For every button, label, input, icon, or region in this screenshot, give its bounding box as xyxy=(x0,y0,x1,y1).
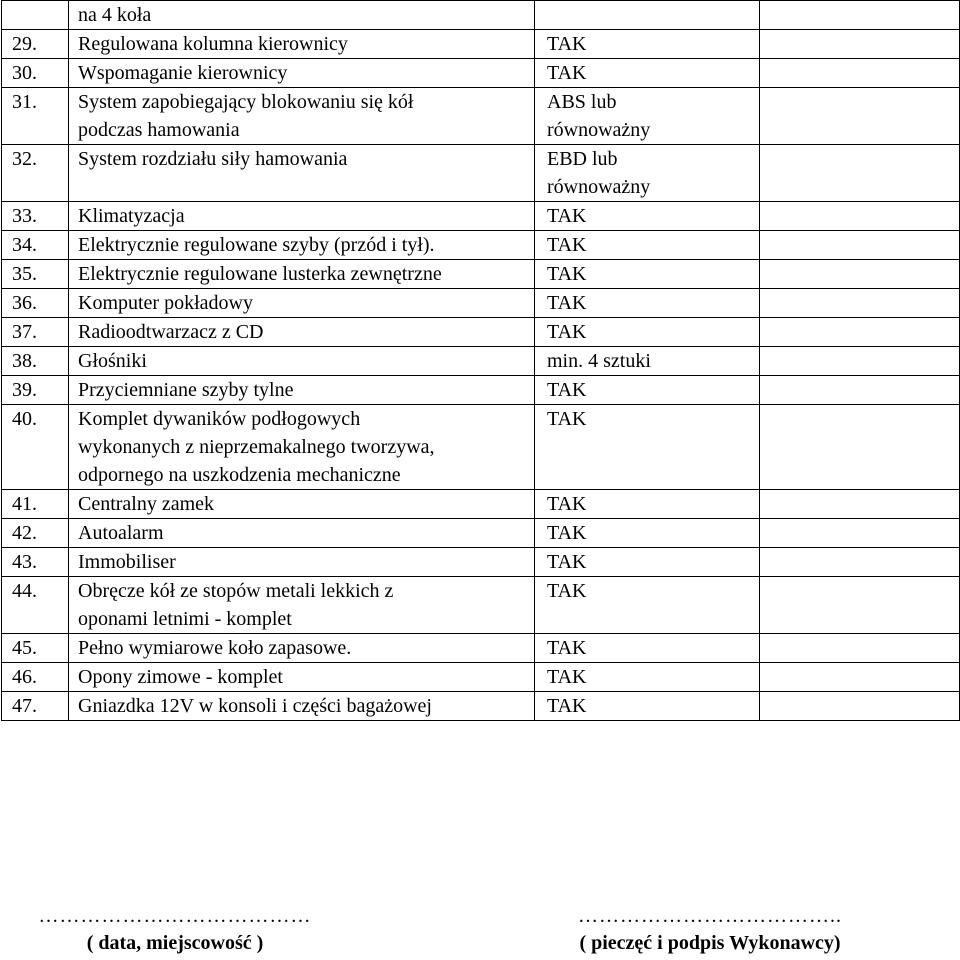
row-requirement: TAK xyxy=(535,577,760,634)
row-number: 30. xyxy=(2,59,69,88)
row-feature: System zapobiegający blokowaniu się kół podczas hamowania xyxy=(69,88,535,145)
row-offer-cell xyxy=(760,231,960,260)
row-requirement: TAK xyxy=(535,289,760,318)
table-row xyxy=(2,347,960,376)
row-offer-cell xyxy=(760,490,960,519)
row-feature: Regulowana kolumna kierownicy xyxy=(69,30,535,59)
row-number: 40. xyxy=(2,405,69,490)
row-feature: Elektrycznie regulowane szyby (przód i tył). xyxy=(69,231,535,260)
row-requirement: TAK xyxy=(535,634,760,663)
row-offer-cell xyxy=(760,548,960,577)
row-offer-cell xyxy=(760,347,960,376)
row-requirement: TAK xyxy=(535,376,760,405)
date-place-caption: ( data, miejscowość ) xyxy=(86,932,264,954)
row-requirement: TAK xyxy=(535,663,760,692)
table-row xyxy=(2,289,960,318)
date-place-dotted-line: ………………………………… xyxy=(38,905,312,927)
row-requirement: TAK xyxy=(535,692,760,721)
row-feature: na 4 koła xyxy=(69,1,535,30)
row-offer-cell xyxy=(760,289,960,318)
row-number xyxy=(2,1,69,30)
table-row xyxy=(2,405,960,490)
row-number: 44. xyxy=(2,577,69,634)
contractor-signature-dotted-line: ……………………………….. xyxy=(578,905,842,927)
table-row xyxy=(2,59,960,88)
row-feature: Elektrycznie regulowane lusterka zewnętrzne xyxy=(69,260,535,289)
table-row xyxy=(2,88,960,145)
row-number: 29. xyxy=(2,30,69,59)
row-number: 47. xyxy=(2,692,69,721)
row-feature: Immobiliser xyxy=(69,548,535,577)
table-row xyxy=(2,145,960,202)
table-row xyxy=(2,1,960,30)
row-feature: Komputer pokładowy xyxy=(69,289,535,318)
row-requirement xyxy=(535,1,760,30)
row-number: 39. xyxy=(2,376,69,405)
row-feature: Opony zimowe - komplet xyxy=(69,663,535,692)
spec-table-body xyxy=(2,1,960,721)
row-feature: Centralny zamek xyxy=(69,490,535,519)
row-offer-cell xyxy=(760,692,960,721)
row-feature: Wspomaganie kierownicy xyxy=(69,59,535,88)
row-number: 42. xyxy=(2,519,69,548)
row-offer-cell xyxy=(760,145,960,202)
row-requirement: TAK xyxy=(535,318,760,347)
row-offer-cell xyxy=(760,30,960,59)
table-row xyxy=(2,490,960,519)
row-feature: Pełno wymiarowe koło zapasowe. xyxy=(69,634,535,663)
row-feature: Klimatyzacja xyxy=(69,202,535,231)
row-requirement: TAK xyxy=(535,490,760,519)
row-offer-cell xyxy=(760,1,960,30)
equipment-spec-table xyxy=(1,0,960,721)
table-row xyxy=(2,202,960,231)
row-offer-cell xyxy=(760,519,960,548)
row-feature: System rozdziału siły hamowania xyxy=(69,145,535,202)
row-requirement: TAK xyxy=(535,519,760,548)
row-number: 41. xyxy=(2,490,69,519)
row-requirement: TAK xyxy=(535,548,760,577)
row-offer-cell xyxy=(760,88,960,145)
table-row xyxy=(2,663,960,692)
row-offer-cell xyxy=(760,405,960,490)
table-row xyxy=(2,318,960,347)
row-requirement: TAK xyxy=(535,202,760,231)
row-feature: Autoalarm xyxy=(69,519,535,548)
row-feature: Radioodtwarzacz z CD xyxy=(69,318,535,347)
row-requirement: TAK xyxy=(535,59,760,88)
row-requirement: TAK xyxy=(535,260,760,289)
row-requirement: min. 4 sztuki xyxy=(535,347,760,376)
row-number: 37. xyxy=(2,318,69,347)
row-offer-cell xyxy=(760,663,960,692)
row-offer-cell xyxy=(760,59,960,88)
row-requirement: TAK xyxy=(535,30,760,59)
table-row xyxy=(2,692,960,721)
row-number: 46. xyxy=(2,663,69,692)
row-feature: Obręcze kół ze stopów metali lekkich z oponami letnimi - komplet xyxy=(69,577,535,634)
row-number: 34. xyxy=(2,231,69,260)
row-number: 43. xyxy=(2,548,69,577)
row-offer-cell xyxy=(760,260,960,289)
row-requirement: TAK xyxy=(535,231,760,260)
row-offer-cell xyxy=(760,202,960,231)
row-feature: Głośniki xyxy=(69,347,535,376)
row-requirement: ABS lub równoważny xyxy=(535,88,760,145)
table-row xyxy=(2,231,960,260)
table-row xyxy=(2,548,960,577)
row-number: 45. xyxy=(2,634,69,663)
row-requirement: EBD lub równoważny xyxy=(535,145,760,202)
row-number: 33. xyxy=(2,202,69,231)
row-feature: Przyciemniane szyby tylne xyxy=(69,376,535,405)
table-row xyxy=(2,30,960,59)
contractor-signature-caption: ( pieczęć i podpis Wykonawcy) xyxy=(579,932,841,954)
table-row xyxy=(2,577,960,634)
row-number: 32. xyxy=(2,145,69,202)
row-offer-cell xyxy=(760,318,960,347)
row-number: 35. xyxy=(2,260,69,289)
row-number: 36. xyxy=(2,289,69,318)
row-number: 31. xyxy=(2,88,69,145)
row-feature: Komplet dywaników podłogowych wykonanych z nieprzemakalnego tworzywa, odpornego na uszkodzenia mechaniczne xyxy=(69,405,535,490)
table-row xyxy=(2,634,960,663)
row-requirement: TAK xyxy=(535,405,760,490)
row-offer-cell xyxy=(760,634,960,663)
table-row xyxy=(2,519,960,548)
table-row xyxy=(2,376,960,405)
table-row xyxy=(2,260,960,289)
row-feature: Gniazdka 12V w konsoli i części bagażowej xyxy=(69,692,535,721)
row-offer-cell xyxy=(760,577,960,634)
row-offer-cell xyxy=(760,376,960,405)
row-number: 38. xyxy=(2,347,69,376)
